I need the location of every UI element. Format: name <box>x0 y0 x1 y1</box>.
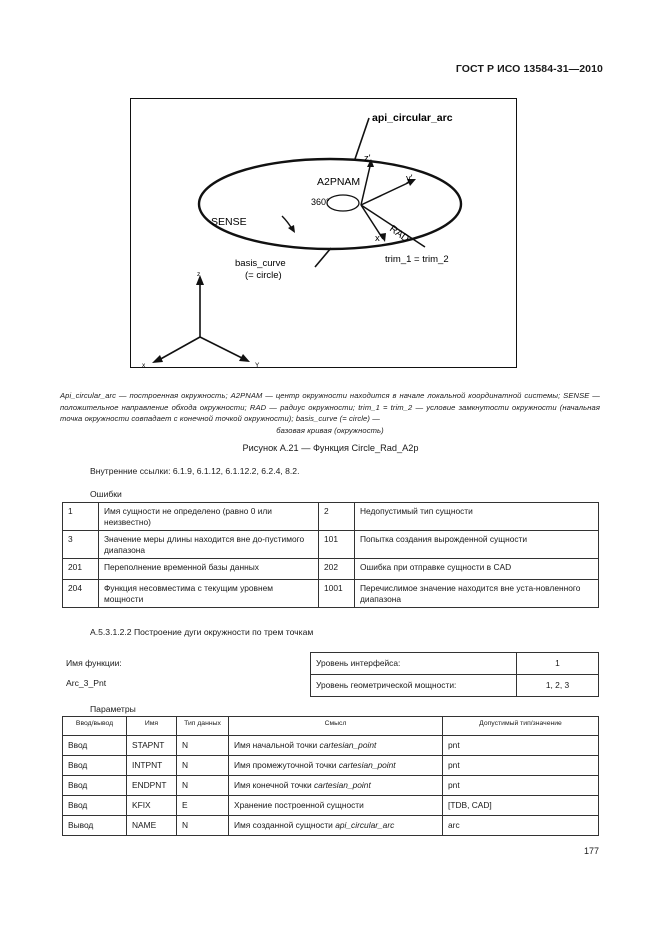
caption-line: базовая кривая (окружность) <box>276 425 384 435</box>
table-row <box>63 756 599 776</box>
interface-value: 1 <box>517 653 599 675</box>
error-code: 204 <box>63 580 99 608</box>
error-text: Ошибка при отправке сущности в CAD <box>355 559 599 580</box>
col-header: Допустимый тип/значение <box>443 717 599 736</box>
param-name: NAME <box>127 816 177 836</box>
arc-ellipse-outer <box>199 159 461 249</box>
label-360: 360° <box>311 197 330 207</box>
internal-references: Внутренние ссылки: 6.1.9, 6.1.12, 6.1.12.2, 6.2.4, 8.2. <box>90 466 300 476</box>
error-code: 202 <box>319 559 355 580</box>
errors-heading: Ошибки <box>90 489 122 499</box>
section-title: А.5.3.1.2.2 Построение дуги окружности по трем точкам <box>90 627 314 637</box>
arc-ellipse-inner <box>327 195 359 211</box>
table-row <box>63 796 599 816</box>
table-row <box>311 675 599 697</box>
param-type: N <box>177 776 229 796</box>
col-header: Ввод/вывод <box>63 717 127 736</box>
param-value: pnt <box>443 736 599 756</box>
param-type: N <box>177 736 229 756</box>
label-basis-circle: (= circle) <box>245 270 282 281</box>
param-value: pnt <box>443 756 599 776</box>
interface-value: 1, 2, 3 <box>517 675 599 697</box>
table-row <box>63 736 599 756</box>
param-meaning: Хранение построенной сущности <box>229 796 443 816</box>
label-api-circular-arc: api_circular_arc <box>372 112 453 124</box>
label-x-prime: x' <box>375 233 382 244</box>
params-table <box>62 716 599 836</box>
error-text: Значение меры длины находится вне до-пустимого диапазона <box>99 531 319 559</box>
label-rad: RAD <box>387 223 411 245</box>
param-io: Ввод <box>63 776 127 796</box>
table-row <box>63 580 599 608</box>
label-a2pnam: A2PNAM <box>317 176 361 188</box>
error-code: 1 <box>63 503 99 531</box>
params-heading: Параметры <box>90 704 136 714</box>
page-number: 177 <box>583 846 599 856</box>
axis-x-label: x <box>142 362 146 369</box>
interface-label: Уровень геометрической мощности: <box>311 675 517 697</box>
table-header-row <box>63 717 599 736</box>
label-basis-curve: basis_curve <box>235 258 286 269</box>
param-meaning: Имя начальной точки cartesian_point <box>229 736 443 756</box>
col-header: Смысл <box>229 717 443 736</box>
error-text: Функция несовместима с текущим уровнем мощности <box>99 580 319 608</box>
param-meaning: Имя конечной точки cartesian_point <box>229 776 443 796</box>
table-row <box>63 503 599 531</box>
param-name: INTPNT <box>127 756 177 776</box>
table-row <box>63 531 599 559</box>
param-type: N <box>177 756 229 776</box>
param-name: STAPNT <box>127 736 177 756</box>
label-z-prime: z' <box>364 153 371 164</box>
col-header: Имя <box>127 717 177 736</box>
col-header: Тип данных <box>177 717 229 736</box>
function-name-label: Имя функции: <box>66 658 122 668</box>
function-name-value: Arc_3_Pnt <box>66 678 107 688</box>
param-name: ENDPNT <box>127 776 177 796</box>
error-text: Переполнение временной базы данных <box>99 559 319 580</box>
axis-y-label: Y <box>255 362 260 369</box>
param-io: Вывод <box>63 816 127 836</box>
figure-diagram <box>130 98 517 368</box>
interface-label: Уровень интерфейса: <box>311 653 517 675</box>
param-io: Ввод <box>63 736 127 756</box>
caption-line: Api_circular_arc — построенная окружность; A2PNAM — центр окружности находится в начале локальной координатной <box>60 391 522 400</box>
error-code: 3 <box>63 531 99 559</box>
param-meaning: Имя созданной сущности api_circular_arc <box>229 816 443 836</box>
label-y-prime: y' <box>406 173 413 184</box>
param-value: pnt <box>443 776 599 796</box>
param-type: E <box>177 796 229 816</box>
label-trim: trim_1 = trim_2 <box>385 254 449 265</box>
param-value: arc <box>443 816 599 836</box>
axis-z-label: z <box>197 271 201 278</box>
table-row <box>63 559 599 580</box>
error-text: Попытка создания вырожденной сущности <box>355 531 599 559</box>
standard-header: ГОСТ Р ИСО 13584-31—2010 <box>455 63 603 75</box>
param-io: Ввод <box>63 796 127 816</box>
interface-table <box>310 652 599 697</box>
param-value: [TDB, CAD] <box>443 796 599 816</box>
param-type: N <box>177 816 229 836</box>
error-code: 2 <box>319 503 355 531</box>
param-io: Ввод <box>63 756 127 776</box>
error-text: Перечислимое значение находится вне уста-новленного диапазона <box>355 580 599 608</box>
table-row <box>63 776 599 796</box>
figure-title: Рисунок А.21 — Функция Circle_Rad_A2p <box>242 443 419 453</box>
caption-line: замкнутости окружности (начальная точка окружности совпадает с конечной точкой окружности); basis_curve (= circle) — <box>60 402 600 424</box>
error-code: 1001 <box>319 580 355 608</box>
param-name: KFIX <box>127 796 177 816</box>
errors-table <box>62 502 599 608</box>
error-text: Недопустимый тип сущности <box>355 503 599 531</box>
figure-caption-note <box>60 390 600 436</box>
error-code: 201 <box>63 559 99 580</box>
param-meaning: Имя промежуточной точки cartesian_point <box>229 756 443 776</box>
error-code: 101 <box>319 531 355 559</box>
caption-line: системы; SENSE — положительное направление обхода окружности; RAD — радиус окружности; trim_1 = trim_2 — условие <box>60 391 600 412</box>
table-row <box>63 816 599 836</box>
error-text: Имя сущности не определено (равно 0 или неизвестно) <box>99 503 319 531</box>
label-sense: SENSE <box>211 216 247 228</box>
table-row <box>311 653 599 675</box>
